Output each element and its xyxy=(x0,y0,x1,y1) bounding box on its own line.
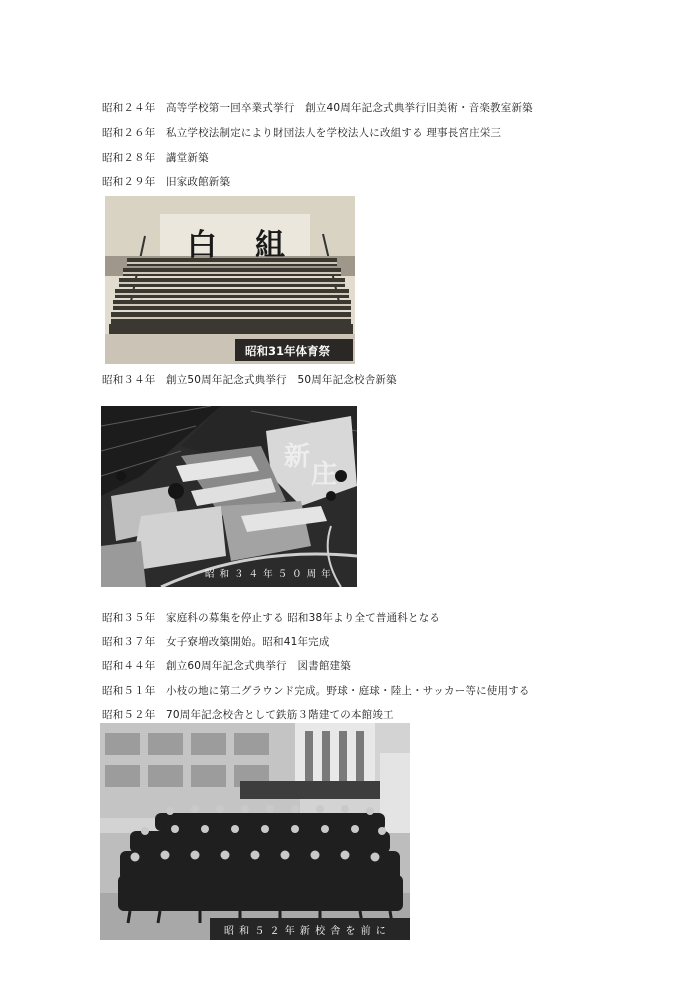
sign-char-white: 白 xyxy=(187,228,219,263)
entry-year: 昭和２４年 xyxy=(102,102,156,114)
timeline-entry-s52 xyxy=(102,708,394,724)
timeline-entry-s44 xyxy=(102,659,351,673)
timeline-entry-s29 xyxy=(102,175,230,189)
entry-text: 高等学校第一回卒業式挙行 創立40周年記念式典挙行旧美術・音楽教室新築 xyxy=(166,102,533,114)
photo-faculty-new-building xyxy=(100,723,410,940)
roof-char-shin: 新 xyxy=(284,442,311,472)
entry-year: 昭和２６年 xyxy=(102,127,156,139)
timeline-entry-s37 xyxy=(102,635,330,649)
entry-text: 小枝の地に第二グラウンド完成。野球・庭球・陸上・サッカー等に使用する xyxy=(166,685,530,697)
entry-year: 昭和２９年 xyxy=(102,176,156,188)
timeline-entry-s34 xyxy=(102,373,397,387)
entry-year: 昭和２８年 xyxy=(102,152,156,164)
photo-caption: 昭和31年体育祭 xyxy=(245,344,331,358)
entry-year: 昭和５２年 xyxy=(102,709,156,721)
timeline-entry-s24 xyxy=(102,101,533,115)
entry-text: 私立学校法制定により財団法人を学校法人に改組する 理事長宮庄栄三 xyxy=(166,127,502,139)
timeline-entry-s35 xyxy=(102,611,440,625)
entry-text: 創立50周年記念式典挙行 50周年記念校舎新築 xyxy=(166,374,397,386)
photo-caption: 昭 和 ５ ２ 年 新 校 舎 を 前 に xyxy=(224,926,387,937)
photo-caption: 昭 和 ３ ４ 年 ５ ０ 周 年 xyxy=(205,569,332,580)
entry-text: 講堂新築 xyxy=(166,152,209,164)
entry-year: 昭和３７年 xyxy=(102,636,156,648)
entry-text: 家庭科の募集を停止する 昭和38年より全て普通科となる xyxy=(166,612,441,624)
photo-aerial-campus xyxy=(101,406,357,587)
roof-char-sho: 庄 xyxy=(311,460,338,490)
entry-text: 女子寮増改築開始。昭和41年完成 xyxy=(166,636,330,648)
entry-year: 昭和３５年 xyxy=(102,612,156,624)
entry-year: 昭和５１年 xyxy=(102,685,156,697)
photo-sports-festival xyxy=(105,196,355,364)
entry-text: 70周年記念校舎として鉄筋３階建ての本館竣工 xyxy=(166,709,394,721)
entry-text: 創立60周年記念式典挙行 図書館建築 xyxy=(166,660,351,672)
entry-year: 昭和３４年 xyxy=(102,374,156,386)
entry-year: 昭和４４年 xyxy=(102,660,156,672)
timeline-entry-s26 xyxy=(102,126,501,140)
timeline-entry-s28 xyxy=(102,151,209,165)
timeline-entry-s51 xyxy=(102,684,530,698)
entry-text: 旧家政館新築 xyxy=(166,176,231,188)
sign-char-group: 組 xyxy=(255,228,287,263)
